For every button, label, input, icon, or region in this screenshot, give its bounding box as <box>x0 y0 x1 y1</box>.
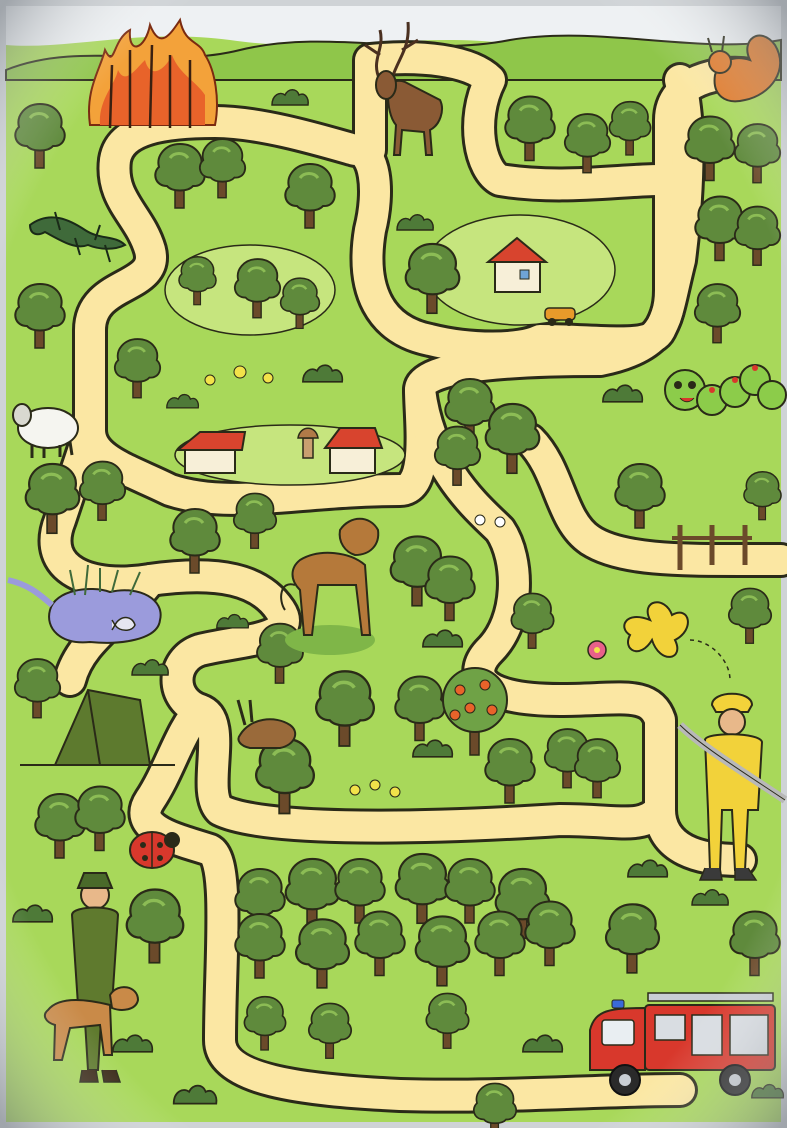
maze-puzzle-page <box>0 0 787 1128</box>
edge-vignette <box>0 0 787 1128</box>
maze-illustration <box>0 0 787 1128</box>
